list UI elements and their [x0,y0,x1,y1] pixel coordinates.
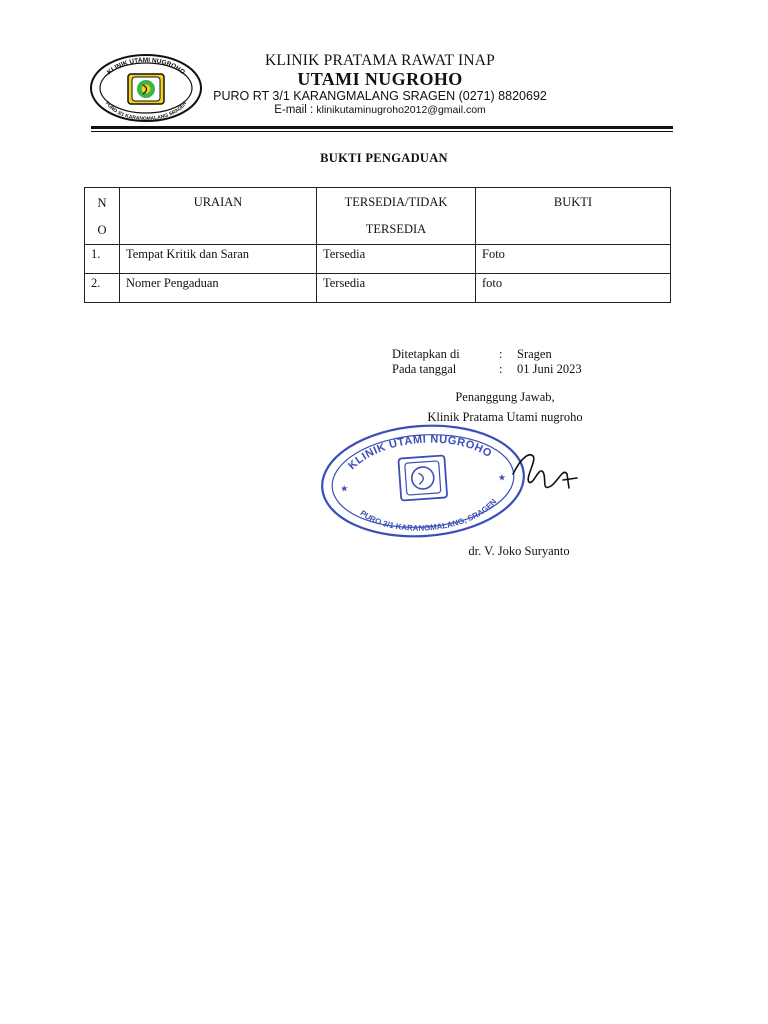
header-uraian-label: URAIAN [193,195,243,209]
header-status-line1: TERSEDIA/TIDAK [344,195,448,209]
header-no [85,188,120,245]
place-colon: : [499,347,503,361]
svg-text:★: ★ [497,472,507,483]
date-value: 01 Juni 2023 [517,362,582,376]
stamp-bottom-text: PURO 3/1 KARANGMALANG, SRAGEN [358,497,499,533]
email-label: E-mail : [274,104,314,116]
header-bukti-label: BUKTI [553,195,593,209]
cell-bukti: Foto [476,245,671,274]
logo-bottom-text: PURO 3/1 KARANGMALANG SRAGEN [103,100,189,123]
cell-bukti: foto [476,274,671,303]
header-status [317,188,476,245]
handwritten-signature [507,448,587,496]
logo-top-text: KLINIK UTAMI NUGROHO [105,56,187,77]
date-colon: : [499,362,503,376]
table-header-row [85,188,671,245]
table-row [85,245,671,274]
cell-no: 2. [85,274,120,303]
header-no-bottom: O [97,223,107,237]
header-no-top: N [97,196,107,210]
clinic-name-heading: UTAMI NUGROHO [297,69,463,89]
cell-no: 1. [85,245,120,274]
official-stamp [318,422,528,540]
header-uraian [120,188,317,245]
signer-role: Penanggung Jawab, [455,390,555,404]
table-row [85,274,671,303]
place-value: Sragen [517,347,552,361]
evidence-table [84,187,671,303]
header-status-line2: TERSEDIA [365,222,427,236]
header-rule-thin [91,131,673,132]
header-rule-thick [91,126,673,129]
svg-text:KLINIK UTAMI NUGROHO [344,429,494,473]
stamp-top-text: KLINIK UTAMI NUGROHO [346,433,494,473]
document-title: BUKTI PENGADUAN [320,151,448,165]
clinic-address: PURO RT 3/1 KARANGMALANG SRAGEN (0271) 8820692 [213,89,547,103]
cell-status: Tersedia [317,245,476,274]
cell-uraian: Tempat Kritik dan Saran [120,245,317,274]
cell-status: Tersedia [317,274,476,303]
email-address: klinikutaminugroho2012@gmail.com [316,104,486,116]
header-bukti [476,188,671,245]
clinic-email-line [210,104,550,116]
clinic-logo [88,52,204,124]
svg-text:★: ★ [339,483,349,494]
place-label: Ditetapkan di [392,347,460,361]
cell-uraian: Nomer Pengaduan [120,274,317,303]
signer-organization: Klinik Pratama Utami nugroho [427,410,583,424]
date-label: Pada tanggal [392,362,457,376]
clinic-type-heading: KLINIK PRATAMA RAWAT INAP [264,52,495,69]
svg-text:PURO 3/1 KARANGMALANG, SRAGEN [358,497,500,538]
signer-name: dr. V. Joko Suryanto [468,544,570,558]
